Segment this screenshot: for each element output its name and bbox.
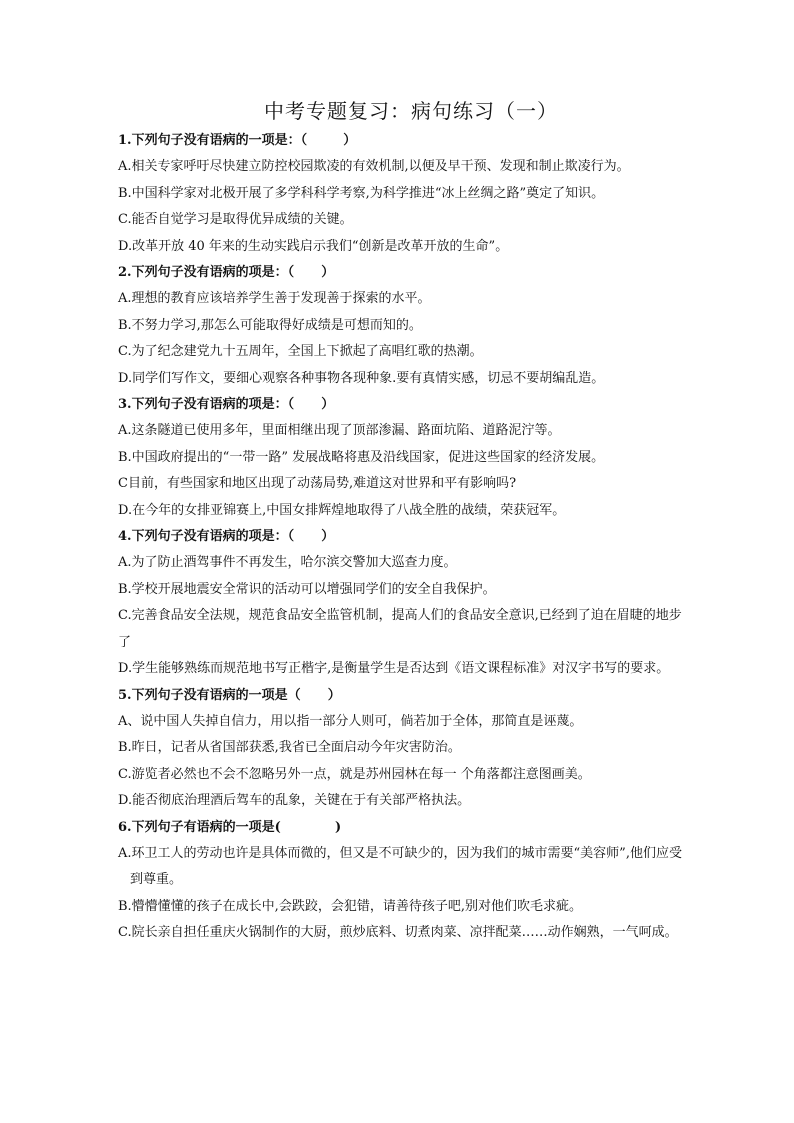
question-stem: 3.下列句子没有语病的项是：（ ） xyxy=(118,397,335,412)
option-a: A、说中国人失掉自信力，用以指一部分人则可，倘若加于全体，那简直是诬蔑。 xyxy=(118,713,583,729)
question-stem: 6.下列句子有语病的一项是( ) xyxy=(118,819,342,835)
question-stem: 2.下列句子没有语病的项是：（ ） xyxy=(118,265,335,280)
option-a: A.理想的教育应该培养学生善于发现善于探索的水平。 xyxy=(118,291,431,306)
question-5 xyxy=(118,683,684,815)
question-stem: 1.下列句子没有语病的一项是：（ ） xyxy=(118,133,357,148)
question-6 xyxy=(118,815,684,947)
option-c: C.为了纪念建党九十五周年，全国上下掀起了高唱红歌的热潮。 xyxy=(118,344,483,359)
option-d: D.学生能够熟练而规范地书写正楷字,是衡量学生是否达到《语文课程标准》对汉字书写的要求。 xyxy=(118,661,670,676)
option-a: A.环卫工人的劳动也许是具体而微的，但又是不可缺少的，因为我们的城市需要“美容师”,他们应受到尊重。 xyxy=(118,845,682,887)
option-b: B.中国科学家对北极开展了多学科科学考察,为科学推进“冰上丝绸之路”奠定了知识。 xyxy=(118,185,605,201)
question-3 xyxy=(118,392,684,524)
option-c: C.游览者必然也不会不忽略另外一点，就是苏州园林在每一 个角落都注意图画美。 xyxy=(118,766,591,782)
option-b: B.不努力学习,那怎么可能取得好成绩是可想而知的。 xyxy=(118,317,422,333)
question-4 xyxy=(118,524,684,683)
option-b: B.学校开展地震安全常识的活动可以增强同学们的安全自我保护。 xyxy=(118,581,496,597)
question-stem: 5.下列句子没有语病的一项是（ ） xyxy=(118,687,341,703)
option-c: C.完善食品安全法规，规范食品安全监管机制，提高人们的食品安全意识,已经到了迫在眉睫的地步了 xyxy=(118,608,682,650)
option-a: A.为了防止酒驾事件不再发生，哈尔滨交警加大巡查力度。 xyxy=(118,555,457,570)
option-b: B.懵懵懂懂的孩子在成长中,会跌跤，会犯错，请善待孩子吧,别对他们吹毛求疵。 xyxy=(118,898,582,914)
question-stem: 4.下列句子没有语病的项是：（ ） xyxy=(118,529,335,544)
option-b: B.昨日，记者从省国部获悉,我省已全面启动今年灾害防治。 xyxy=(118,740,461,755)
option-d: D.能否彻底治理酒后驾车的乱象，关键在于有关部严格执法。 xyxy=(118,793,471,808)
option-d: D.改革开放 40 年来的生动实践启示我们“创新是改革开放的生命”。 xyxy=(118,238,509,254)
option-d: D.在今年的女排亚锦赛上,中国女排辉煌地取得了八战全胜的战绩，荣获冠军。 xyxy=(118,502,566,518)
page-title: 中考专题复习：病句练习（一） xyxy=(264,99,558,123)
option-d: D.同学们写作文，要细心观察各种事物各现种象.要有真情实感，切忌不要胡编乱造。 xyxy=(118,370,605,386)
question-1 xyxy=(118,128,684,260)
option-c: C.能否自觉学习是取得优异成绩的关键。 xyxy=(118,212,353,227)
question-2 xyxy=(118,260,684,392)
option-a: A.相关专家呼吁尽快建立防控校园欺凌的有效机制,以便及早干预、发现和制止欺凌行为。 xyxy=(118,159,630,174)
option-c: C目前，有些国家和地区出现了动荡局势,难道这对世界和平有影响吗? xyxy=(118,476,517,491)
option-c: C.院长亲自担任重庆火锅制作的大厨，煎炒底料、切煮肉菜、凉拌配菜……动作娴熟，一气呵成。 xyxy=(118,925,678,940)
option-b: B.中国政府提出的“一带一路” 发展战略将惠及沿线国家，促进这些国家的经济发展。 xyxy=(118,449,605,465)
option-a: A.这条隧道已使用多年，里面相继出现了顶部渗漏、路面坑陷、道路泥泞等。 xyxy=(118,423,561,438)
